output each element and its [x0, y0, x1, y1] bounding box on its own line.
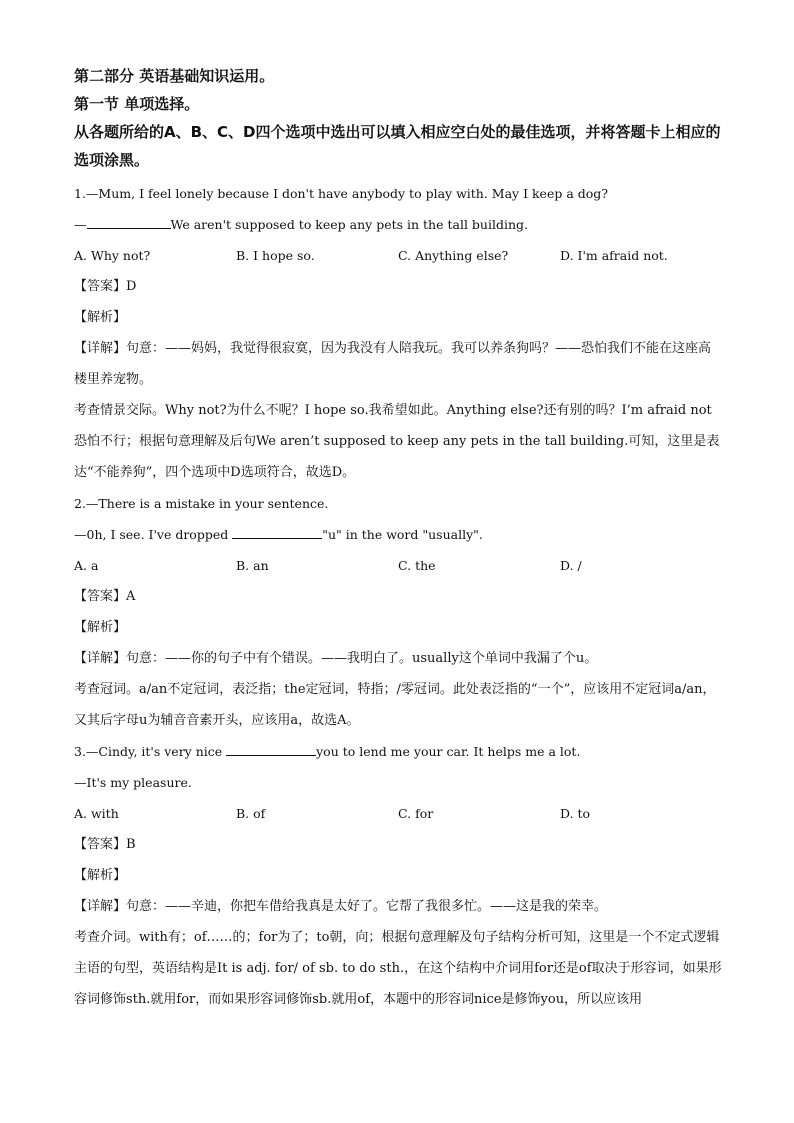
q3-detail-text: 句意：——辛迪，你把车借给我真是太好了。它帮了我很多忙。——这是我的荣幸。	[126, 899, 608, 914]
detail-label: 【详解】	[74, 899, 127, 914]
q1-answer-blank	[87, 216, 171, 229]
q2-explanation: 考查冠词。a/an不定冠词，表泛指；the定冠词，特指；/零冠词。此处表泛指的“一个”，应该用不定冠词a/an，又其后字母u为辅音音素开头，应该用a，故选A。	[74, 682, 716, 728]
q3-line1-suffix: you to lend me your car. It helps me a lot.	[316, 744, 581, 759]
q2-line2-suffix: "u" in the word "usually".	[322, 527, 483, 542]
q1-stem-line2	[74, 209, 724, 240]
q1-detail	[74, 333, 724, 395]
q3-options	[74, 798, 724, 829]
q2-answer-blank	[232, 526, 322, 539]
q3-option-b: B. of	[236, 806, 266, 821]
detail-label: 【详解】	[74, 651, 127, 666]
q3-stem-line2: —It's my pleasure.	[74, 775, 192, 790]
q2-detail	[74, 643, 724, 674]
q3-option-a: A. with	[74, 806, 119, 821]
question-2	[74, 488, 724, 736]
q2-option-c: C. the	[398, 558, 436, 573]
q2-option-b: B. an	[236, 558, 269, 573]
part-heading: 第二部分 英语基础知识运用。	[74, 67, 275, 85]
q1-detail-text: 句意：——妈妈，我觉得很寂寞，因为我没有人陪我玩。我可以养条狗吗？——恐怕我们不能在这座高楼里养宠物。	[74, 341, 712, 387]
q1-option-c: C. Anything else?	[398, 248, 509, 263]
q3-option-d: D. to	[560, 806, 591, 821]
q3-answer-value: B	[126, 837, 136, 852]
question-3	[74, 736, 724, 1015]
q2-option-d: D. /	[560, 558, 582, 573]
q2-stem-line2	[74, 519, 724, 550]
q3-answer	[74, 829, 724, 860]
q3-line1-prefix: 3.—Cindy, it's very nice	[74, 744, 227, 759]
answer-label: 【答案】	[74, 589, 127, 604]
q1-explanation: 考查情景交际。Why not?为什么不呢？I hope so.我希望如此。Anything else?还有别的吗？I’m afraid not 恐怕不行；根据句意理解及后句We aren’t supposed to keep any pets in the tall building.可知，这里是表达“不能养狗”，四个选项中D选项符合，故选D。	[74, 403, 720, 480]
q1-option-b: B. I hope so.	[236, 248, 315, 263]
q3-answer-blank	[226, 743, 316, 756]
answer-label: 【答案】	[74, 837, 127, 852]
q2-answer-value: A	[126, 589, 136, 604]
q2-detail-text: 句意：——你的句子中有个错误。——我明白了。usually这个单词中我漏了个u。	[126, 651, 598, 666]
q3-stem-line1	[74, 736, 724, 767]
q2-answer	[74, 581, 724, 612]
q2-option-a: A. a	[74, 558, 99, 573]
q3-explanation: 考查介词。with有；of……的；for为了；to朝，向；根据句意理解及句子结构分析可知，这里是一个不定式逻辑主语的句型，英语结构是It is adj. for/ of sb. to do sth.，在这个结构中介词用for还是of取决于形容词，如果形容词修饰sth.就用for，而如果形容词修饰sb.就用of，本题中的形容词nice是修饰you，所以应该用	[74, 930, 722, 1007]
q3-analysis-label: 【解析】	[74, 868, 127, 883]
q1-analysis-label: 【解析】	[74, 310, 127, 325]
q2-options	[74, 550, 724, 581]
answer-label: 【答案】	[74, 279, 127, 294]
q1-options	[74, 240, 724, 271]
question-1	[74, 178, 724, 488]
q1-option-d: D. I'm afraid not.	[560, 248, 668, 263]
section-heading: 第一节 单项选择。	[74, 95, 200, 113]
q3-option-c: C. for	[398, 806, 434, 821]
q1-answer	[74, 271, 724, 302]
q1-option-a: A. Why not?	[74, 248, 151, 263]
q2-line2-prefix: —0h, I see. I've dropped	[74, 527, 233, 542]
document-content	[74, 62, 724, 1015]
q1-stem-line1: 1.—Mum, I feel lonely because I don't have anybody to play with. May I keep a dog?	[74, 186, 608, 201]
q1-answer-value: D	[126, 279, 137, 294]
q1-dash: —	[74, 217, 87, 232]
q1-line2-suffix: We aren't supposed to keep any pets in the tall building.	[170, 217, 528, 232]
instruction-text: 从各题所给的A、B、C、D四个选项中选出可以填入相应空白处的最佳选项，并将答题卡上相应的选项涂黑。	[74, 123, 721, 169]
detail-label: 【详解】	[74, 341, 127, 356]
q2-analysis-label: 【解析】	[74, 620, 127, 635]
q3-detail	[74, 891, 724, 922]
q2-stem-line1: 2.—There is a mistake in your sentence.	[74, 496, 329, 511]
